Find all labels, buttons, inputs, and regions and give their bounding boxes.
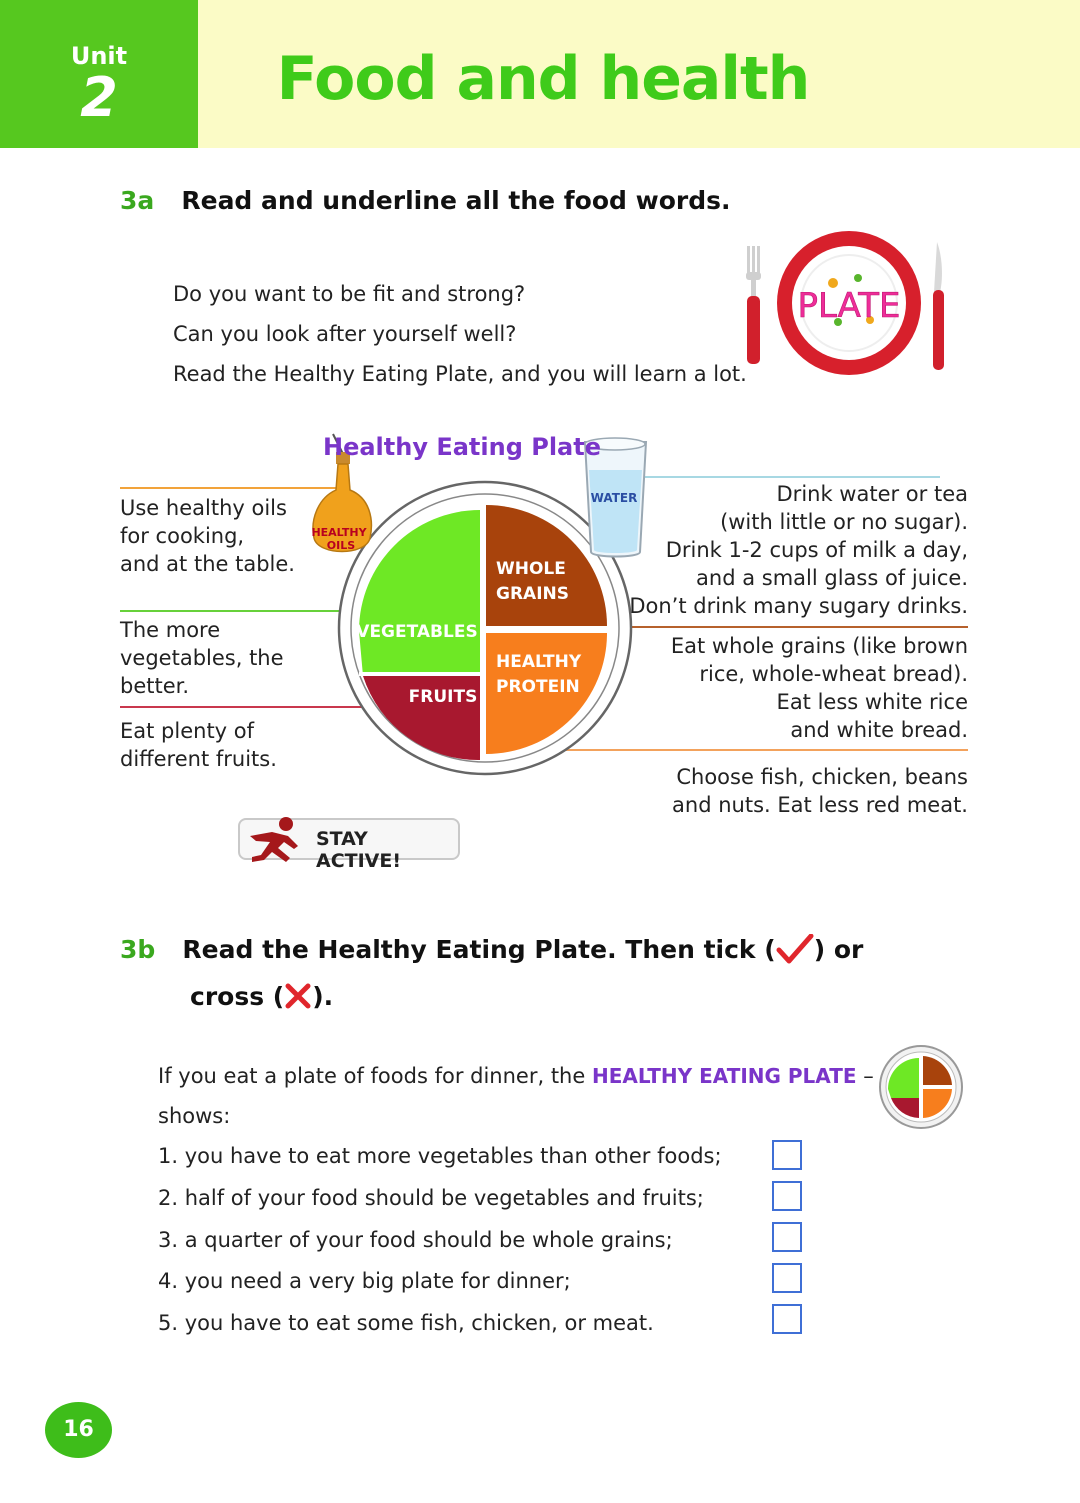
protein-label-1: HEALTHY — [496, 652, 582, 672]
note-line: Don’t drink many sugary drinks. — [629, 594, 968, 618]
lead-text: If you eat a plate of foods for dinner, the — [158, 1064, 592, 1088]
water-note — [629, 480, 968, 620]
note-line: (with little or no sugar). — [720, 510, 968, 534]
note-line: for cooking, — [120, 524, 245, 548]
note-line: vegetables, the — [120, 646, 284, 670]
section-instruction: Read and underline all the food words. — [181, 186, 731, 215]
statement-3: 3. a quarter of your food should be whole grains; — [158, 1228, 673, 1252]
protein-label-2: PROTEIN — [496, 677, 580, 697]
water-label: WATER — [590, 491, 638, 505]
answer-box-5[interactable] — [772, 1304, 802, 1334]
section-number: 3a — [120, 186, 155, 215]
answer-box-4[interactable] — [772, 1263, 802, 1293]
instruction-part: ). — [312, 982, 334, 1011]
unit-number: 2 — [80, 66, 118, 129]
note-line: and white bread. — [790, 718, 968, 742]
fork-icon — [746, 246, 761, 364]
note-line: and nuts. Eat less red meat. — [672, 793, 968, 817]
statement-5: 5. you have to eat some fish, chicken, or meat. — [158, 1311, 654, 1335]
lead-sentence — [158, 1064, 874, 1088]
lead-text: – — [856, 1064, 874, 1088]
answer-box-2[interactable] — [772, 1181, 802, 1211]
statement-4: 4. you need a very big plate for dinner; — [158, 1269, 571, 1293]
note-line: rice, whole-wheat bread). — [699, 662, 968, 686]
stay-active-label: STAY ACTIVE! — [316, 828, 402, 872]
instruction-part: cross ( — [190, 982, 285, 1011]
note-line: different fruits. — [120, 747, 277, 771]
note-line: and a small glass of juice. — [696, 566, 968, 590]
running-person-icon — [242, 814, 310, 866]
note-line: Drink 1-2 cups of milk a day, — [665, 538, 968, 562]
intro-line-1: Do you want to be fit and strong? — [173, 282, 526, 306]
instruction-part: ) or — [813, 935, 864, 964]
plate-fork-knife-illustration — [738, 228, 954, 378]
vegetables-note — [120, 616, 284, 700]
note-line: and at the table. — [120, 552, 295, 576]
instruction-part: Read the Healthy Eating Plate. Then tick ( — [182, 935, 776, 964]
section-3a-heading — [120, 186, 731, 215]
note-line: Eat plenty of — [120, 719, 255, 743]
note-line: Eat whole grains (like brown — [670, 634, 968, 658]
protein-note — [672, 763, 968, 819]
plate-text: PLATE — [797, 286, 901, 326]
grains-label-1: WHOLE — [496, 559, 566, 579]
vegetables-label: VEGETABLES — [356, 622, 478, 642]
note-line: Choose fish, chicken, beans — [676, 765, 968, 789]
page-number: 16 — [45, 1402, 112, 1458]
statement-2: 2. half of your food should be vegetables and fruits; — [158, 1186, 704, 1210]
small-plate-icon — [878, 1044, 964, 1130]
oil-label-1: HEALTHY — [311, 526, 367, 539]
oil-label-2: OILS — [326, 539, 356, 552]
intro-line-3: Read the Healthy Eating Plate, and you will learn a lot. — [173, 362, 747, 386]
lead-sentence-line2: shows: — [158, 1104, 231, 1128]
unit-label: Unit — [70, 42, 128, 70]
note-line: Drink water or tea — [776, 482, 968, 506]
stay-active-badge — [238, 818, 460, 872]
note-line: better. — [120, 674, 190, 698]
answer-box-1[interactable] — [772, 1140, 802, 1170]
tick-icon — [776, 934, 814, 964]
note-line: Eat less white rice — [776, 690, 968, 714]
knife-icon — [933, 242, 944, 370]
note-line: The more — [120, 618, 221, 642]
note-line: Use healthy oils — [120, 496, 287, 520]
intro-line-2: Can you look after yourself well? — [173, 322, 517, 346]
section-number: 3b — [120, 935, 156, 964]
grains-label-2: GRAINS — [496, 584, 569, 604]
grains-note — [671, 632, 968, 744]
statement-1: 1. you have to eat more vegetables than other foods; — [158, 1144, 722, 1168]
answer-box-3[interactable] — [772, 1222, 802, 1252]
lead-highlight: HEALTHY EATING PLATE — [591, 1064, 857, 1088]
fruits-label: FRUITS — [408, 687, 478, 707]
fruits-note — [120, 717, 277, 773]
page-title: Food and health — [276, 44, 810, 114]
plate-title: Healthy Eating Plate — [322, 433, 602, 461]
section-3b-heading — [120, 934, 863, 964]
section-3b-heading-line2 — [190, 982, 333, 1011]
cross-icon — [284, 982, 312, 1010]
oil-note — [120, 494, 295, 578]
